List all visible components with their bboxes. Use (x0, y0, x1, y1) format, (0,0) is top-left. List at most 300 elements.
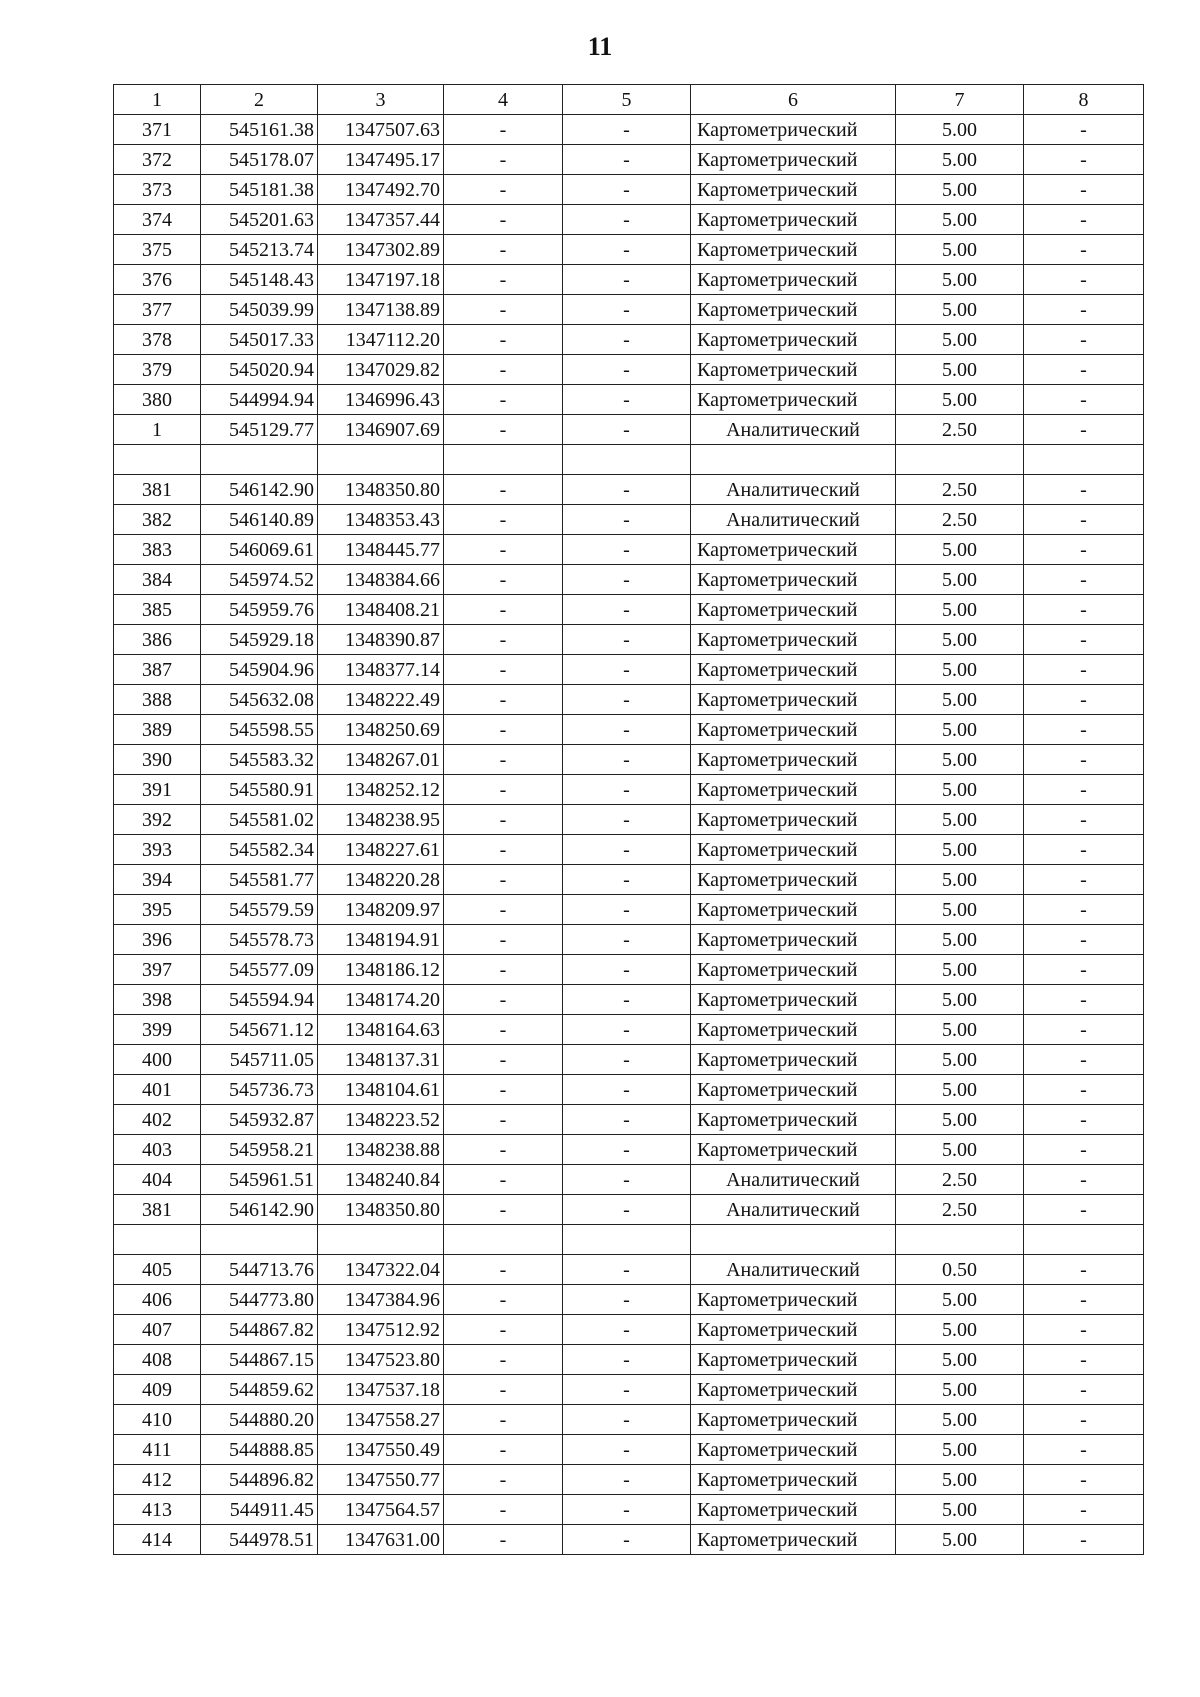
col-4-cell: - (444, 1345, 563, 1375)
method-cell: Картометрический (691, 145, 896, 175)
coord-y-cell: 1348350.80 (318, 475, 444, 505)
accuracy-cell: 5.00 (896, 265, 1024, 295)
accuracy-cell: 5.00 (896, 685, 1024, 715)
method-cell: Аналитический (691, 1255, 896, 1285)
col-4-cell: - (444, 655, 563, 685)
col-8-cell: - (1024, 955, 1144, 985)
col-8-cell: - (1024, 145, 1144, 175)
method-cell: Картометрический (691, 295, 896, 325)
col-4-cell: - (444, 1165, 563, 1195)
col-5-cell: - (563, 535, 691, 565)
col-5-cell: - (563, 265, 691, 295)
coord-x-cell: 545632.08 (201, 685, 318, 715)
coord-y-cell: 1348238.95 (318, 805, 444, 835)
coord-x-cell: 545711.05 (201, 1045, 318, 1075)
point-number-cell: 399 (114, 1015, 201, 1045)
col-4-cell: - (444, 385, 563, 415)
coord-x-cell: 545598.55 (201, 715, 318, 745)
col-8-cell: - (1024, 1375, 1144, 1405)
col-8-cell: - (1024, 415, 1144, 445)
coord-x-cell: 546142.90 (201, 1195, 318, 1225)
method-cell: Аналитический (691, 475, 896, 505)
coord-x-cell: 544713.76 (201, 1255, 318, 1285)
col-4-cell: - (444, 865, 563, 895)
col-8-cell: - (1024, 355, 1144, 385)
col-8-cell: - (1024, 505, 1144, 535)
point-number-cell: 380 (114, 385, 201, 415)
point-number-cell: 392 (114, 805, 201, 835)
col-4-cell: - (444, 595, 563, 625)
col-4-cell: - (444, 355, 563, 385)
col-5-cell: - (563, 565, 691, 595)
point-number-cell (114, 445, 201, 475)
accuracy-cell: 2.50 (896, 1195, 1024, 1225)
col-4-cell: - (444, 1105, 563, 1135)
col-5-cell: - (563, 1525, 691, 1555)
point-number-cell: 407 (114, 1315, 201, 1345)
col-4-cell: - (444, 925, 563, 955)
method-cell: Картометрический (691, 205, 896, 235)
coord-x-cell: 545577.09 (201, 955, 318, 985)
coord-y-cell: 1347495.17 (318, 145, 444, 175)
coord-x-cell: 545039.99 (201, 295, 318, 325)
accuracy-cell: 5.00 (896, 925, 1024, 955)
method-cell: Картометрический (691, 925, 896, 955)
header-cell-1: 1 (114, 85, 201, 115)
method-cell: Картометрический (691, 355, 896, 385)
col-5-cell: - (563, 985, 691, 1015)
col-5-cell: - (563, 1195, 691, 1225)
col-5-cell: - (563, 295, 691, 325)
col-4-cell: - (444, 715, 563, 745)
col-8-cell: - (1024, 1075, 1144, 1105)
col-5-cell: - (563, 1255, 691, 1285)
col-8-cell: - (1024, 925, 1144, 955)
coord-x-cell: 545581.02 (201, 805, 318, 835)
col-5-cell: - (563, 895, 691, 925)
col-5-cell: - (563, 1345, 691, 1375)
point-number-cell: 374 (114, 205, 201, 235)
col-5-cell: - (563, 925, 691, 955)
table-row (114, 865, 1144, 895)
accuracy-cell: 5.00 (896, 205, 1024, 235)
coord-x-cell: 545959.76 (201, 595, 318, 625)
point-number-cell: 400 (114, 1045, 201, 1075)
coord-x-cell: 545201.63 (201, 205, 318, 235)
col-5-cell (563, 1225, 691, 1255)
method-cell: Картометрический (691, 895, 896, 925)
point-number-cell (114, 1225, 201, 1255)
col-4-cell: - (444, 325, 563, 355)
point-number-cell: 377 (114, 295, 201, 325)
col-5-cell: - (563, 1285, 691, 1315)
col-4-cell: - (444, 685, 563, 715)
coord-x-cell: 544896.82 (201, 1465, 318, 1495)
col-5-cell: - (563, 1075, 691, 1105)
coord-y-cell: 1347197.18 (318, 265, 444, 295)
col-5-cell: - (563, 385, 691, 415)
col-5-cell: - (563, 1315, 691, 1345)
coord-x-cell: 544867.82 (201, 1315, 318, 1345)
method-cell: Картометрический (691, 235, 896, 265)
coord-y-cell: 1348164.63 (318, 1015, 444, 1045)
coord-y-cell: 1348222.49 (318, 685, 444, 715)
coord-y-cell: 1347537.18 (318, 1375, 444, 1405)
method-cell: Картометрический (691, 835, 896, 865)
point-number-cell: 390 (114, 745, 201, 775)
col-5-cell: - (563, 115, 691, 145)
coord-x-cell: 545181.38 (201, 175, 318, 205)
col-8-cell: - (1024, 895, 1144, 925)
col-4-cell (444, 1225, 563, 1255)
table-row (114, 985, 1144, 1015)
col-4-cell: - (444, 985, 563, 1015)
coord-y-cell: 1347550.49 (318, 1435, 444, 1465)
table-row (114, 145, 1144, 175)
method-cell: Картометрический (691, 985, 896, 1015)
coord-y-cell: 1347138.89 (318, 295, 444, 325)
coord-x-cell: 546142.90 (201, 475, 318, 505)
col-5-cell: - (563, 835, 691, 865)
coord-y-cell: 1348445.77 (318, 535, 444, 565)
col-8-cell: - (1024, 205, 1144, 235)
table-row (114, 1195, 1144, 1225)
col-4-cell: - (444, 1405, 563, 1435)
point-number-cell: 408 (114, 1345, 201, 1375)
table-row (114, 415, 1144, 445)
method-cell: Картометрический (691, 625, 896, 655)
point-number-cell: 414 (114, 1525, 201, 1555)
col-8-cell: - (1024, 715, 1144, 745)
col-5-cell: - (563, 1465, 691, 1495)
table-row (114, 625, 1144, 655)
table-row (114, 175, 1144, 205)
table-row (114, 685, 1144, 715)
accuracy-cell: 5.00 (896, 145, 1024, 175)
col-4-cell: - (444, 1285, 563, 1315)
table-row (114, 1165, 1144, 1195)
point-number-cell: 398 (114, 985, 201, 1015)
accuracy-cell: 5.00 (896, 1405, 1024, 1435)
method-cell: Картометрический (691, 265, 896, 295)
coord-x-cell: 545579.59 (201, 895, 318, 925)
table-row (114, 1075, 1144, 1105)
col-4-cell: - (444, 205, 563, 235)
col-8-cell: - (1024, 1525, 1144, 1555)
col-4-cell: - (444, 1465, 563, 1495)
accuracy-cell: 2.50 (896, 415, 1024, 445)
col-8-cell: - (1024, 1105, 1144, 1135)
col-8-cell: - (1024, 475, 1144, 505)
point-number-cell: 382 (114, 505, 201, 535)
coord-y-cell: 1347558.27 (318, 1405, 444, 1435)
col-5-cell: - (563, 175, 691, 205)
accuracy-cell: 5.00 (896, 865, 1024, 895)
coord-x-cell (201, 1225, 318, 1255)
coord-x-cell: 545974.52 (201, 565, 318, 595)
method-cell: Картометрический (691, 1405, 896, 1435)
coord-x-cell: 545594.94 (201, 985, 318, 1015)
coord-x-cell: 545583.32 (201, 745, 318, 775)
coord-y-cell: 1348186.12 (318, 955, 444, 985)
col-4-cell: - (444, 505, 563, 535)
coord-x-cell: 545148.43 (201, 265, 318, 295)
point-number-cell: 404 (114, 1165, 201, 1195)
point-number-cell: 385 (114, 595, 201, 625)
coord-x-cell: 546069.61 (201, 535, 318, 565)
method-cell: Картометрический (691, 1015, 896, 1045)
coord-y-cell: 1348238.88 (318, 1135, 444, 1165)
col-5-cell: - (563, 1375, 691, 1405)
col-5-cell: - (563, 145, 691, 175)
method-cell: Картометрический (691, 1315, 896, 1345)
table-row (114, 565, 1144, 595)
col-5-cell: - (563, 475, 691, 505)
point-number-cell: 406 (114, 1285, 201, 1315)
point-number-cell: 371 (114, 115, 201, 145)
table-row (114, 1435, 1144, 1465)
coord-y-cell: 1347507.63 (318, 115, 444, 145)
accuracy-cell: 5.00 (896, 985, 1024, 1015)
table-row (114, 535, 1144, 565)
accuracy-cell: 5.00 (896, 955, 1024, 985)
coord-y-cell: 1348350.80 (318, 1195, 444, 1225)
col-8-cell: - (1024, 1045, 1144, 1075)
table-row (114, 595, 1144, 625)
point-number-cell: 397 (114, 955, 201, 985)
coord-y-cell: 1348384.66 (318, 565, 444, 595)
coord-x-cell: 544978.51 (201, 1525, 318, 1555)
method-cell: Картометрический (691, 1435, 896, 1465)
coord-y-cell: 1348377.14 (318, 655, 444, 685)
accuracy-cell (896, 445, 1024, 475)
coord-y-cell: 1348390.87 (318, 625, 444, 655)
table-row (114, 1525, 1144, 1555)
method-cell: Картометрический (691, 1345, 896, 1375)
accuracy-cell: 5.00 (896, 1465, 1024, 1495)
page-number: 11 (587, 32, 613, 61)
coord-y-cell: 1348223.52 (318, 1105, 444, 1135)
col-5-cell: - (563, 595, 691, 625)
accuracy-cell: 5.00 (896, 835, 1024, 865)
table-row (114, 745, 1144, 775)
coord-y-cell: 1347550.77 (318, 1465, 444, 1495)
table-row (114, 1135, 1144, 1165)
col-4-cell: - (444, 1315, 563, 1345)
col-8-cell: - (1024, 235, 1144, 265)
accuracy-cell: 5.00 (896, 775, 1024, 805)
coord-x-cell: 545578.73 (201, 925, 318, 955)
accuracy-cell: 5.00 (896, 1075, 1024, 1105)
col-5-cell: - (563, 1105, 691, 1135)
col-4-cell: - (444, 1045, 563, 1075)
coord-y-cell: 1348104.61 (318, 1075, 444, 1105)
col-4-cell: - (444, 1255, 563, 1285)
table-row (114, 1315, 1144, 1345)
table-row (114, 835, 1144, 865)
coord-x-cell: 544888.85 (201, 1435, 318, 1465)
accuracy-cell: 5.00 (896, 355, 1024, 385)
table-row (114, 505, 1144, 535)
accuracy-cell: 5.00 (896, 1105, 1024, 1135)
coord-x-cell: 545736.73 (201, 1075, 318, 1105)
table-row (114, 115, 1144, 145)
method-cell: Картометрический (691, 1465, 896, 1495)
point-number-cell: 413 (114, 1495, 201, 1525)
table-row (114, 805, 1144, 835)
col-8-cell: - (1024, 805, 1144, 835)
col-8-cell: - (1024, 1135, 1144, 1165)
method-cell: Картометрический (691, 385, 896, 415)
coord-y-cell: 1348174.20 (318, 985, 444, 1015)
accuracy-cell: 5.00 (896, 1285, 1024, 1315)
method-cell (691, 445, 896, 475)
col-5-cell: - (563, 415, 691, 445)
col-4-cell: - (444, 895, 563, 925)
table-row (114, 715, 1144, 745)
method-cell: Картометрический (691, 745, 896, 775)
accuracy-cell: 5.00 (896, 595, 1024, 625)
method-cell: Картометрический (691, 775, 896, 805)
coord-y-cell (318, 445, 444, 475)
coord-x-cell: 544994.94 (201, 385, 318, 415)
point-number-cell: 410 (114, 1405, 201, 1435)
method-cell (691, 1225, 896, 1255)
coord-y-cell: 1348240.84 (318, 1165, 444, 1195)
coordinates-table (113, 84, 1144, 1555)
col-8-cell: - (1024, 685, 1144, 715)
method-cell: Картометрический (691, 685, 896, 715)
coord-x-cell (201, 445, 318, 475)
accuracy-cell: 5.00 (896, 1315, 1024, 1345)
coord-y-cell: 1347512.92 (318, 1315, 444, 1345)
col-4-cell: - (444, 745, 563, 775)
table-row (114, 1105, 1144, 1135)
coord-y-cell: 1348137.31 (318, 1045, 444, 1075)
method-cell: Картометрический (691, 955, 896, 985)
col-4-cell: - (444, 235, 563, 265)
accuracy-cell: 5.00 (896, 535, 1024, 565)
col-4-cell: - (444, 625, 563, 655)
col-4-cell: - (444, 805, 563, 835)
col-8-cell: - (1024, 535, 1144, 565)
header-cell-7: 7 (896, 85, 1024, 115)
col-4-cell: - (444, 1435, 563, 1465)
point-number-cell: 391 (114, 775, 201, 805)
coord-x-cell: 545904.96 (201, 655, 318, 685)
point-number-cell: 376 (114, 265, 201, 295)
accuracy-cell: 5.00 (896, 895, 1024, 925)
coord-x-cell: 545671.12 (201, 1015, 318, 1045)
table-row (114, 385, 1144, 415)
col-4-cell: - (444, 565, 563, 595)
header-cell-4: 4 (444, 85, 563, 115)
accuracy-cell: 5.00 (896, 565, 1024, 595)
point-number-cell: 381 (114, 475, 201, 505)
method-cell: Аналитический (691, 1195, 896, 1225)
coord-x-cell: 545161.38 (201, 115, 318, 145)
accuracy-cell: 5.00 (896, 1525, 1024, 1555)
table-row (114, 1465, 1144, 1495)
point-number-cell: 375 (114, 235, 201, 265)
col-4-cell: - (444, 1135, 563, 1165)
accuracy-cell: 0.50 (896, 1255, 1024, 1285)
table-row (114, 1045, 1144, 1075)
col-4-cell: - (444, 1075, 563, 1105)
coord-y-cell: 1347112.20 (318, 325, 444, 355)
col-8-cell: - (1024, 295, 1144, 325)
point-number-cell: 402 (114, 1105, 201, 1135)
coord-y-cell (318, 1225, 444, 1255)
coord-x-cell: 544911.45 (201, 1495, 318, 1525)
point-number-cell: 372 (114, 145, 201, 175)
coord-x-cell: 544867.15 (201, 1345, 318, 1375)
accuracy-cell: 2.50 (896, 1165, 1024, 1195)
col-5-cell: - (563, 1495, 691, 1525)
coord-y-cell: 1347302.89 (318, 235, 444, 265)
col-4-cell: - (444, 955, 563, 985)
col-4-cell: - (444, 115, 563, 145)
coord-x-cell: 545958.21 (201, 1135, 318, 1165)
col-4-cell: - (444, 415, 563, 445)
col-5-cell: - (563, 325, 691, 355)
method-cell: Картометрический (691, 595, 896, 625)
col-8-cell (1024, 445, 1144, 475)
method-cell: Картометрический (691, 1375, 896, 1405)
method-cell: Картометрический (691, 715, 896, 745)
method-cell: Картометрический (691, 655, 896, 685)
accuracy-cell: 2.50 (896, 505, 1024, 535)
col-5-cell: - (563, 1435, 691, 1465)
point-number-cell: 401 (114, 1075, 201, 1105)
col-5-cell (563, 445, 691, 475)
coord-x-cell: 544773.80 (201, 1285, 318, 1315)
col-8-cell: - (1024, 865, 1144, 895)
col-5-cell: - (563, 205, 691, 235)
col-8-cell: - (1024, 175, 1144, 205)
coord-y-cell: 1348209.97 (318, 895, 444, 925)
accuracy-cell (896, 1225, 1024, 1255)
method-cell: Картометрический (691, 1045, 896, 1075)
table-row (114, 205, 1144, 235)
col-4-cell: - (444, 535, 563, 565)
table-body (114, 85, 1144, 1555)
point-number-cell: 389 (114, 715, 201, 745)
accuracy-cell: 5.00 (896, 625, 1024, 655)
accuracy-cell: 5.00 (896, 715, 1024, 745)
accuracy-cell: 2.50 (896, 475, 1024, 505)
point-number-cell: 395 (114, 895, 201, 925)
table-row (114, 1015, 1144, 1045)
col-8-cell: - (1024, 985, 1144, 1015)
coord-x-cell: 545932.87 (201, 1105, 318, 1135)
table-row (114, 295, 1144, 325)
coord-y-cell: 1347357.44 (318, 205, 444, 235)
point-number-cell: 388 (114, 685, 201, 715)
point-number-cell: 378 (114, 325, 201, 355)
coord-y-cell: 1347384.96 (318, 1285, 444, 1315)
col-4-cell: - (444, 145, 563, 175)
col-5-cell: - (563, 955, 691, 985)
header-cell-3: 3 (318, 85, 444, 115)
col-8-cell: - (1024, 1195, 1144, 1225)
col-5-cell: - (563, 1405, 691, 1435)
col-8-cell: - (1024, 1435, 1144, 1465)
col-8-cell: - (1024, 1495, 1144, 1525)
col-8-cell: - (1024, 655, 1144, 685)
table-row (114, 1345, 1144, 1375)
table-header-row (114, 85, 1144, 115)
